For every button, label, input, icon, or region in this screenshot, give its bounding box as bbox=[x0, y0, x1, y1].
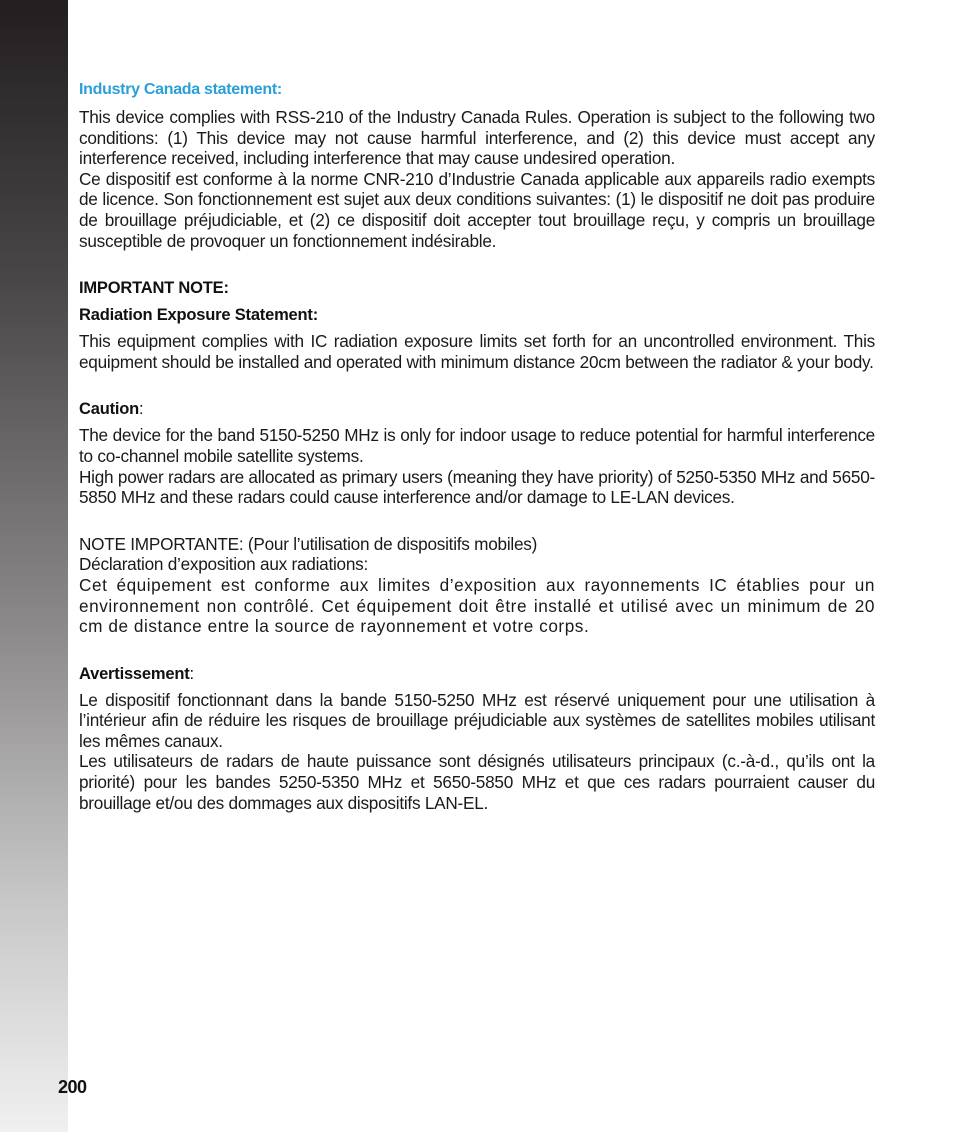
industry-canada-paragraph-en: This device complies with RSS-210 of the Industry Canada Rules. Operation is subject to the following two conditions: (1) This device may not cause harmful interference, and (2) this device must accept any interference received, including interference that may cause undesired operation. bbox=[79, 107, 875, 169]
avertissement-heading-label: Avertissement bbox=[79, 664, 190, 683]
avertissement-heading bbox=[79, 663, 875, 685]
avertissement-heading-colon: : bbox=[189, 664, 194, 683]
radiation-exposure-paragraph: This equipment complies with IC radiation exposure limits set forth for an uncontrolled environment. This equipment should be installed and operated with minimum distance 20cm between the radiator & your body. bbox=[79, 331, 875, 372]
important-note-heading: IMPORTANT NOTE: bbox=[79, 279, 229, 298]
declaration-exposition-line: Déclaration d’exposition aux radiations: bbox=[79, 554, 369, 575]
caution-paragraph-1: The device for the band 5150-5250 MHz is only for indoor usage to reduce potential for harmful interference to co-channel mobile satellite systems. bbox=[79, 425, 875, 466]
industry-canada-paragraph-fr: Ce dispositif est conforme à la norme CNR-210 d’Industrie Canada applicable aux appareils radio exempts de licence. Son fonctionnement est sujet aux deux conditions suivantes: (1) le dispositif ne doit pas produire de brouillage préjudiciable, et (2) ce dispositif doit accepter tout brouillage reçu, y compris un brouillage susceptible de provoquer un fonctionnement indésirable. bbox=[79, 168, 875, 251]
page-number: 200 bbox=[58, 1077, 87, 1097]
note-importante-line: NOTE IMPORTANTE: (Pour l’utilisation de dispositifs mobiles) bbox=[79, 533, 538, 554]
avertissement-paragraph-1: Le dispositif fonctionnant dans la bande 5150-5250 MHz est réservé uniquement pour une utilisation à l’intérieur afin de réduire les risques de brouillage préjudiciable aux systèmes de satellites mobiles utilisant les mêmes canaux. bbox=[79, 689, 875, 751]
caution-heading-colon: : bbox=[139, 400, 144, 419]
side-gradient-bar bbox=[0, 0, 68, 1132]
caution-heading-label: Caution bbox=[79, 400, 140, 419]
industry-canada-heading: Industry Canada statement: bbox=[79, 81, 282, 98]
document-body bbox=[79, 79, 875, 813]
radiation-exposure-heading: Radiation Exposure Statement: bbox=[79, 306, 318, 325]
caution-paragraph-2: High power radars are allocated as primary users (meaning they have priority) of 5250-5350 MHz and 5650-5850 MHz and these radars could cause interference and/or damage to LE-LAN devices. bbox=[79, 466, 875, 508]
avertissement-paragraph-2: Les utilisateurs de radars de haute puissance sont désignés utilisateurs principaux (c.-à-d., qu’ils ont la priorité) pour les bandes 5250-5350 MHz et 5650-5850 MHz et que ces radars pourraient causer du brouillage et/ou des dommages aux dispositifs LAN-EL. bbox=[79, 751, 875, 813]
note-importante-paragraph: Cet équipement est conforme aux limites d’exposition aux rayonnements IC établies pour un environnement non contrôlé. Cet équipement doit être installé et utilisé avec un minimum de 20 cm de distance entre la source de rayonnement et votre corps. bbox=[79, 574, 875, 637]
caution-heading bbox=[79, 398, 875, 420]
